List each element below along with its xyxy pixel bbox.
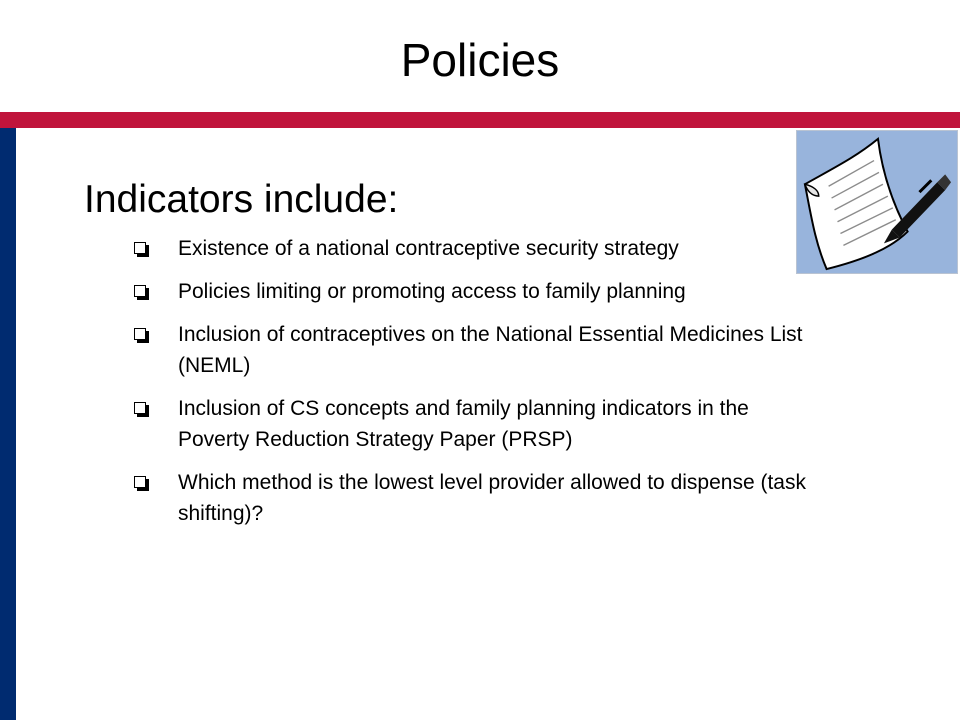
checkbox-bullet-icon	[134, 476, 146, 488]
checkbox-bullet-icon	[134, 402, 146, 414]
slide-title: Policies	[400, 34, 560, 86]
top-accent-band	[0, 112, 960, 128]
list-item	[130, 233, 820, 264]
list-item	[130, 467, 820, 529]
list-item	[130, 276, 820, 307]
checkbox-bullet-icon	[134, 285, 146, 297]
checkbox-bullet-icon	[134, 328, 146, 340]
document-with-pen-icon	[796, 130, 958, 274]
indicator-list	[130, 233, 820, 541]
left-accent-band	[0, 128, 16, 720]
list-item	[130, 393, 820, 455]
indicators-heading: Indicators include:	[84, 178, 399, 221]
list-item-text: Inclusion of contraceptives on the National Essential Medicines List (NEML)	[178, 323, 803, 377]
list-item-text: Inclusion of CS concepts and family planning indicators in the Poverty Reduction Strategy Paper (PRSP)	[178, 397, 749, 451]
list-item	[130, 319, 820, 381]
list-item-text: Policies limiting or promoting access to family planning	[178, 280, 686, 303]
list-item-text: Which method is the lowest level provider allowed to dispense (task shifting)?	[178, 471, 806, 525]
list-item-text: Existence of a national contraceptive security strategy	[178, 237, 679, 260]
checkbox-bullet-icon	[134, 242, 146, 254]
